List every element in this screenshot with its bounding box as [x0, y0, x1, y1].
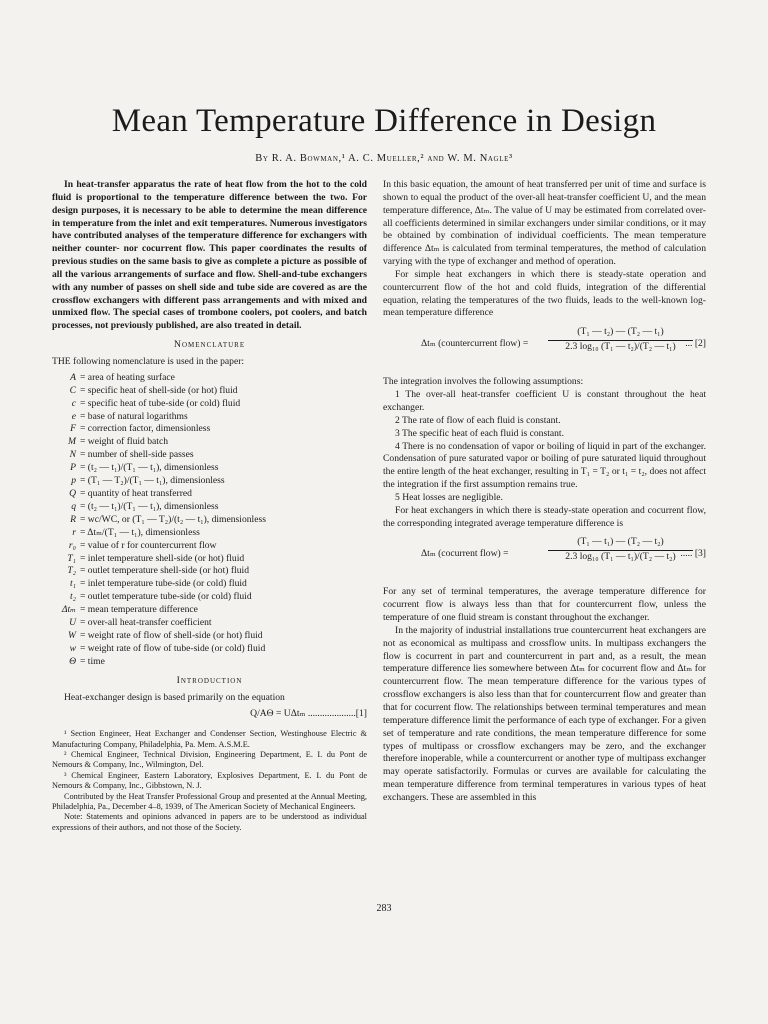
nomenclature-symbol: T₁: [67, 552, 76, 564]
nomenclature-definition: = specific heat of tube-side (or cold) fluid: [80, 397, 241, 409]
footnote: ¹ Section Engineer, Heat Exchanger and Condenser Section, Westinghouse Electric & Manufacturing Company, Philadelphia, Pa. Mem. A.S.M.E.: [52, 729, 367, 749]
footnote: ² Chemical Engineer, Technical Division, Engineering Department, E. I. du Pont de Nemours & Company, Inc., Wilmington, Del.: [52, 750, 367, 770]
nomenclature-item: [52, 565, 367, 578]
nomenclature-symbol: W: [68, 629, 76, 641]
right-paragraph-2: For simple heat exchangers in which there is steady-state operation and countercurrent flow of the hot and cold fluids, integration of the differential equation, relating the temperatures of the two fluids, leads to the well-known log-mean temperature difference: [383, 268, 706, 319]
footnote: Contributed by the Heat Transfer Professional Group and presented at the Annual Meeting, Philadelphia, Pa., December 4–8, 1939, of The American Society of Mechanical Engineers.: [52, 791, 367, 812]
nomenclature-item: [52, 656, 367, 669]
nomenclature-definition: = mean temperature difference: [80, 604, 198, 616]
equation-3-tag: ..... [3]: [680, 548, 706, 560]
nomenclature-item: [52, 591, 367, 604]
introduction-text: Heat-exchanger design is based primarily on the equation: [64, 691, 285, 703]
equation-2: [383, 324, 706, 370]
nomenclature-symbol: Θ: [69, 655, 76, 667]
equation-3-fraction: [548, 536, 693, 564]
nomenclature-symbol: U: [69, 617, 76, 629]
right-paragraph-5: In the majority of industrial installations true countercurrent heat exchangers are not as economical as multipass and crossflow units. In multipass exchangers the flow is cocurrent in part and countercurrent in part and, as a result, the mean temperature difference lies somewhere between Δtₘ for cocurrent flow and Δtₘ for countercurrent flow. The mean temperature difference for the various types of crossflow exchangers is also less than that for countercurrent flow and greater than that for cocurrent flow. The relationships between terminal temperatures and mean temperature difference limit the performance of each type of exchanger. For a given set of temperature and rate conditions, the mean temperature difference for some types of multipass or crossflow exchangers may be zero, and the exchanger therefore inoperable, while a countercurrent or another type of multipass exchanger may operate satisfactorily. Formulas or curves are available for calculating the mean temperature difference from terminal temperatures in various types of heat exchangers. These are assembled in this: [383, 624, 706, 803]
nomenclature-symbol: R: [70, 513, 76, 525]
right-paragraph-1: In this basic equation, the amount of heat transferred per unit of time and surface is shown to equal the product of the over-all heat-transfer coefficient U, and the mean temperature difference, Δtₘ. The value of U may be estimated from correlated over-all coefficients determined in similar exchangers under similar conditions, or it may be obtained by combination of individual coefficients. The mean temperature difference Δtₘ is calculated from terminal temperatures, the method of calculation varying with the type of exchanger and method of operation.: [383, 179, 706, 268]
nomenclature-definition: = weight rate of flow of shell-side (or hot) fluid: [80, 629, 263, 641]
right-column: [383, 179, 706, 805]
nomenclature-symbol: Q: [69, 487, 76, 499]
assumption-item: 2 The rate of flow of each fluid is constant.: [395, 414, 561, 426]
nomenclature-symbol: T₂: [67, 565, 76, 577]
nomenclature-definition: = outlet temperature tube-side (or cold) fluid: [80, 591, 252, 603]
nomenclature-item: [52, 604, 367, 617]
footnote: ³ Chemical Engineer, Eastern Laboratory, Explosives Department, E. I. du Pont de Nemours & Company, Inc., Gibbstown, N. J.: [52, 770, 367, 791]
nomenclature-definition: = correction factor, dimensionless: [80, 423, 211, 435]
nomenclature-definition: = (t₂ — t₁)/(T₁ — t₁), dimensionless: [80, 462, 219, 474]
nomenclature-item: [52, 501, 367, 514]
footnote: Note: Statements and opinions advanced in papers are to be understood as individual expressions of their authors, and not those of the Society.: [52, 812, 367, 832]
nomenclature-item: [52, 411, 367, 424]
equation-2-lhs: Δtₘ (countercurrent flow) =: [421, 338, 529, 350]
nomenclature-item: [52, 436, 367, 449]
nomenclature-symbol: C: [69, 384, 76, 396]
nomenclature-definition: = inlet temperature tube-side (or cold) fluid: [80, 578, 247, 590]
nomenclature-symbol: t₂: [69, 591, 76, 603]
equation-3-lhs: Δtₘ (cocurrent flow) =: [421, 548, 509, 560]
byline-authors: R. A. Bowman,¹ A. C. Mueller,² and W. M. Nagle³: [271, 153, 513, 164]
nomenclature-item: [52, 385, 367, 398]
nomenclature-item: [52, 540, 367, 553]
equation-1: Q/AΘ = UΔtₘ ....................[1]: [250, 708, 367, 720]
nomenclature-definition: = number of shell-side passes: [80, 449, 194, 461]
nomenclature-item: [52, 449, 367, 462]
nomenclature-symbol: r: [72, 526, 76, 538]
nomenclature-definition: = weight of fluid batch: [80, 436, 169, 448]
nomenclature-symbol: p: [71, 475, 76, 487]
nomenclature-intro: THE following nomenclature is used in the paper:: [52, 355, 245, 367]
nomenclature-item: [52, 475, 367, 488]
nomenclature-definition: = outlet temperature shell-side (or hot) fluid: [80, 565, 249, 577]
nomenclature-symbol: w: [69, 642, 76, 654]
byline: [0, 153, 768, 164]
assumption-item: 5 Heat losses are negligible.: [395, 491, 503, 503]
nomenclature-item: [52, 462, 367, 475]
nomenclature-symbol: M: [68, 436, 76, 448]
nomenclature-item: [52, 514, 367, 527]
left-column: [52, 179, 367, 833]
nomenclature-definition: = wc/WC, or (T₁ — T₂)/(t₂ — t₁), dimensionless: [80, 513, 266, 525]
nomenclature-item: [52, 630, 367, 643]
nomenclature-list: [52, 372, 367, 669]
nomenclature-symbol: q: [71, 500, 76, 512]
nomenclature-symbol: r₀: [68, 539, 76, 551]
nomenclature-symbol: t₁: [69, 578, 76, 590]
nomenclature-definition: = base of natural logarithms: [80, 410, 188, 422]
byline-prefix: By: [255, 153, 269, 164]
nomenclature-definition: = area of heating surface: [80, 371, 175, 383]
nomenclature-item: [52, 372, 367, 385]
equation-3: [383, 534, 706, 580]
nomenclature-symbol: Δtₘ: [61, 604, 76, 616]
nomenclature-item: [52, 527, 367, 540]
nomenclature-symbol: e: [71, 410, 76, 422]
abstract: In heat-transfer apparatus the rate of heat flow from the hot to the cold fluid is proportional to the temperature difference between the two. For design purposes, it is necessary to be able to determine the mean difference in temperature from the inlet and exit temperatures. Numerous investigators have contributed analyses of the temperature difference for exchangers with neither counter- nor cocurrent flow. This paper coordinates the results of previous studies on the same basis to give as complete a picture as possible of all the various arrangements of surface and flow. Shell-and-tube exchangers with any number of passes on shell side and tube side are covered as are the crossflow exchangers with different pass arrangements and with mixed and unmixed flow. The special cases of trombone coolers, pot coolers, and batch processes, not previously published, are also treated in detail.: [52, 179, 367, 332]
nomenclature-item: [52, 617, 367, 630]
assumptions-list: [383, 389, 706, 505]
right-paragraph-3: For heat exchangers in which there is steady-state operation and cocurrent flow, the corresponding integrated average temperature difference is: [383, 504, 706, 529]
assumption-item: 3 The specific heat of each fluid is constant.: [395, 427, 564, 439]
page-number: 283: [376, 903, 392, 914]
nomenclature-item: [52, 643, 367, 656]
assumptions-intro: The integration involves the following assumptions:: [383, 376, 584, 388]
nomenclature-symbol: F: [70, 423, 76, 435]
nomenclature-definition: = (t₂ — t₁)/(T₁ — t₁), dimensionless: [80, 500, 219, 512]
right-paragraph-4: For any set of terminal temperatures, the average temperature difference for cocurrent flow is always less than that for countercurrent flow, unless the temperature of one fluid stream is constant throughout the exchanger.: [383, 586, 706, 624]
nomenclature-definition: = Δtₘ/(T₁ — t₁), dimensionless: [80, 526, 200, 538]
nomenclature-item: [52, 553, 367, 566]
nomenclature-definition: = (T₁ — T₂)/(T₁ — t₁), dimensionless: [80, 475, 225, 487]
equation-2-denominator: 2.3 log₁₀ (T₁ — t₂)/(T₂ — t₁): [565, 341, 676, 353]
nomenclature-definition: = time: [80, 655, 105, 667]
assumption-item: 4 There is no condensation of vapor or boiling of liquid in part of the exchanger. Condensation of pure saturated vapor or boiling of pure saturated liquid throughout the entire length of the heat exchanger, resulting in T₁ = T₂ or t₁ = t₂, does not affect the integration if the first assumption remains true.: [383, 440, 706, 491]
introduction-heading: Introduction: [176, 674, 243, 686]
nomenclature-heading: Nomenclature: [173, 339, 246, 351]
footnotes: [52, 729, 367, 833]
nomenclature-definition: = quantity of heat transferred: [80, 487, 192, 499]
nomenclature-definition: = specific heat of shell-side (or hot) fluid: [80, 384, 238, 396]
equation-2-numerator: (T₁ — t₂) — (T₂ — t₁): [548, 326, 693, 341]
equation-2-fraction: [548, 326, 693, 354]
nomenclature-item: [52, 398, 367, 411]
nomenclature-item: [52, 578, 367, 591]
nomenclature-definition: = over-all heat-transfer coefficient: [80, 617, 212, 629]
assumption-item: 1 The over-all heat-transfer coefficient U is constant throughout the heat exchanger.: [383, 389, 706, 413]
nomenclature-symbol: N: [69, 449, 76, 461]
nomenclature-symbol: c: [71, 397, 76, 409]
nomenclature-item: [52, 488, 367, 501]
equation-2-tag: ... [2]: [685, 338, 706, 350]
nomenclature-definition: = weight rate of flow of tube-side (or cold) fluid: [80, 642, 266, 654]
paper-title: Mean Temperature Difference in Design: [111, 103, 657, 139]
nomenclature-definition: = inlet temperature shell-side (or hot) fluid: [80, 552, 245, 564]
nomenclature-definition: = value of r for countercurrent flow: [80, 539, 217, 551]
equation-3-denominator: 2.3 log₁₀ (T₁ — t₁)/(T₂ — t₂): [565, 551, 676, 563]
nomenclature-item: [52, 423, 367, 436]
nomenclature-symbol: A: [70, 371, 76, 383]
equation-3-numerator: (T₁ — t₁) — (T₂ — t₂): [548, 536, 693, 551]
nomenclature-symbol: P: [70, 462, 76, 474]
